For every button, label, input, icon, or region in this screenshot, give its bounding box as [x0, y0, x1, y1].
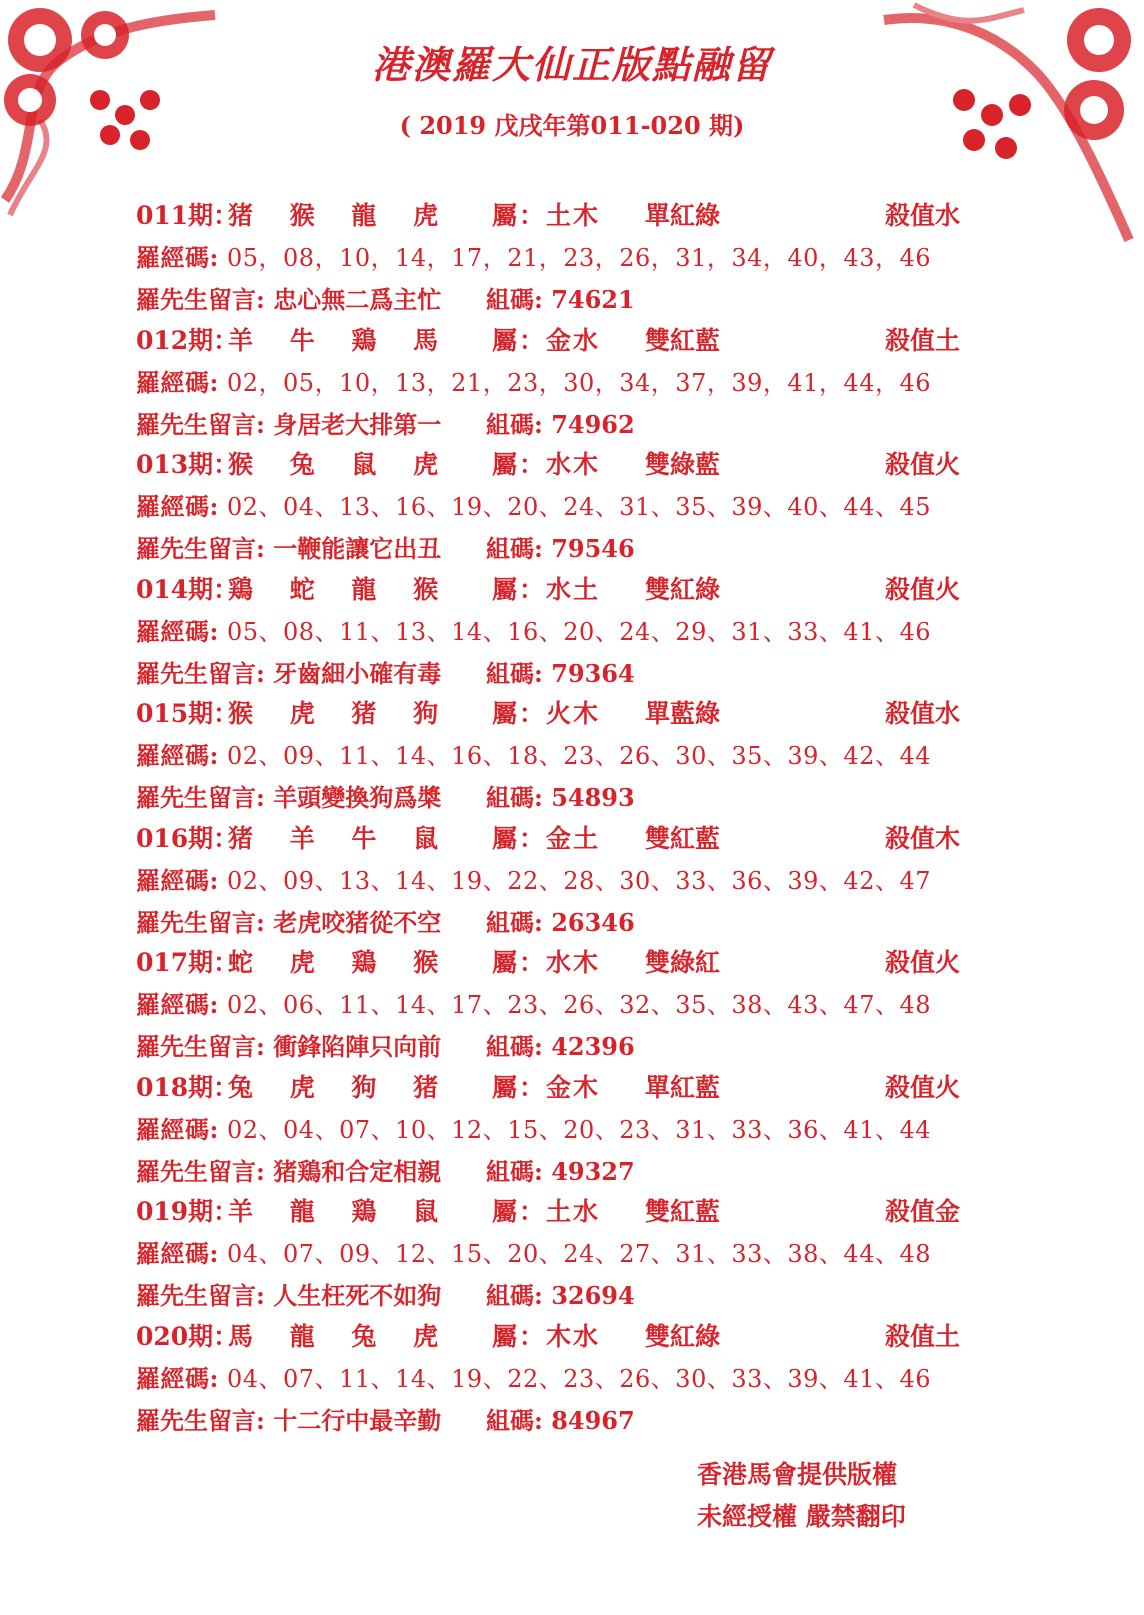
period-label: 018期：	[136, 1072, 239, 1102]
kill-element: 殺值木	[885, 823, 961, 853]
color-wave: 單藍綠	[645, 699, 721, 728]
color-wave: 雙紅綠	[645, 1321, 721, 1351]
numbers-prefix: 羅經碼:	[136, 741, 219, 770]
element-attribute: 屬：土水	[492, 1197, 601, 1226]
number-row	[136, 363, 931, 398]
group-code: 組碼: 74962	[486, 409, 635, 439]
numbers-prefix: 羅經碼:	[136, 616, 219, 646]
kill-element: 殺值土	[885, 325, 961, 355]
kill-element: 殺值火	[885, 574, 961, 604]
number-list: 04、07、11、14、19、22、23、26、30、33、39、41、46	[227, 1364, 932, 1393]
kill-element: 殺值金	[885, 1197, 961, 1226]
group-code: 組碼: 79546	[486, 534, 635, 563]
color-wave: 單紅藍	[645, 1072, 721, 1102]
group-code: 組碼: 42396	[486, 1032, 635, 1061]
zodiac-list: 馬 龍 兔 虎	[228, 1321, 453, 1351]
color-wave: 雙紅藍	[645, 823, 721, 853]
number-row	[136, 1110, 931, 1145]
element-attribute: 屬：水木	[492, 948, 601, 977]
zodiac-list: 羊 龍 鶏 鼠	[228, 1197, 453, 1226]
group-code: 組碼: 26346	[486, 907, 635, 937]
kill-element: 殺值水	[885, 201, 961, 230]
message-row	[136, 405, 635, 440]
element-attribute: 屬：土木	[492, 201, 601, 230]
message-text: 牙齒細小確有毒	[273, 658, 442, 688]
numbers-prefix: 羅經碼:	[136, 1114, 219, 1144]
number-row	[136, 612, 931, 647]
element-attribute: 屬：金木	[492, 1072, 601, 1102]
message-prefix: 羅先生留言:	[136, 285, 265, 314]
zodiac-list: 猪 羊 牛 鼠	[228, 823, 453, 853]
message-prefix: 羅先生留言:	[136, 1032, 265, 1061]
number-list: 05、08、11、13、14、16、20、24、29、31、33、41、46	[227, 617, 932, 646]
group-code: 組碼: 54893	[486, 783, 635, 812]
zodiac-list: 兔 虎 狗 猪	[228, 1072, 453, 1102]
element-attribute: 屬：金水	[492, 325, 601, 355]
message-text: 老虎咬猪從不空	[273, 907, 442, 937]
message-prefix: 羅先生留言:	[136, 1405, 265, 1435]
color-wave: 雙綠藍	[645, 450, 721, 479]
zodiac-list: 猴 兔 鼠 虎	[228, 450, 453, 479]
number-list: 02，05，10，13，21，23，30，34，37，39，41，44，46	[227, 368, 932, 397]
element-attribute: 屬：金土	[492, 823, 601, 853]
numbers-prefix: 羅經碼:	[136, 1363, 219, 1393]
reprint-warning: 未經授權 嚴禁翻印	[697, 1502, 906, 1531]
copyright-footer	[697, 1454, 906, 1538]
element-attribute: 屬：木水	[492, 1321, 601, 1351]
kill-element: 殺值火	[885, 948, 961, 977]
number-row	[136, 1359, 931, 1394]
message-prefix: 羅先生留言:	[136, 783, 265, 812]
numbers-prefix: 羅經碼:	[136, 1239, 219, 1268]
zodiac-list: 鶏 蛇 龍 猴	[228, 574, 453, 604]
message-row	[136, 1027, 635, 1062]
message-row	[136, 778, 635, 813]
group-code: 組碼: 74621	[486, 285, 635, 314]
message-prefix: 羅先生留言:	[136, 409, 265, 439]
message-text: 衝鋒陷陣只向前	[273, 1032, 442, 1061]
message-prefix: 羅先生留言:	[136, 907, 265, 937]
message-text: 人生枉死不如狗	[273, 1281, 442, 1310]
number-list: 02、04、13、16、19、20、24、31、35、39、40、44、45	[227, 493, 932, 521]
period-label: 020期：	[136, 1321, 239, 1351]
group-code: 組碼: 32694	[486, 1281, 635, 1310]
message-prefix: 羅先生留言:	[136, 1156, 265, 1186]
group-code: 組碼: 79364	[486, 658, 635, 688]
period-label: 011期：	[136, 201, 239, 230]
message-row	[136, 280, 635, 315]
message-prefix: 羅先生留言:	[136, 658, 265, 688]
page-title: 港澳羅大仙正版點融留	[371, 42, 772, 87]
message-prefix: 羅先生留言:	[136, 1281, 265, 1310]
kill-element: 殺值土	[885, 1321, 961, 1351]
number-list: 05，08，10，14，17，21，23，26，31，34，40，43，46	[227, 244, 932, 272]
numbers-prefix: 羅經碼:	[136, 367, 219, 397]
group-code: 組碼: 84967	[486, 1405, 635, 1435]
page-subtitle: ( 2019 戊戌年第011-020 期)	[399, 111, 745, 140]
color-wave: 雙紅藍	[645, 325, 721, 355]
zodiac-list: 羊 牛 鶏 馬	[228, 325, 453, 355]
number-row	[136, 736, 931, 771]
message-text: 十二行中最辛勤	[273, 1405, 442, 1435]
number-list: 02、09、13、14、19、22、28、30、33、36、39、42、47	[227, 866, 932, 895]
color-wave: 雙紅藍	[645, 1197, 721, 1226]
number-list: 02、09、11、14、16、18、23、26、30、35、39、42、44	[227, 742, 932, 770]
numbers-prefix: 羅經碼:	[136, 865, 219, 895]
period-label: 015期：	[136, 699, 239, 728]
numbers-prefix: 羅經碼:	[136, 990, 219, 1019]
message-text: 一鞭能讓它出丑	[273, 534, 442, 563]
message-row	[136, 654, 635, 689]
message-row	[136, 529, 635, 564]
color-wave: 單紅綠	[645, 201, 721, 230]
element-attribute: 屬：水木	[492, 450, 601, 479]
number-row	[136, 1234, 931, 1269]
period-label: 013期：	[136, 450, 239, 479]
period-label: 019期：	[136, 1197, 239, 1226]
copyright-line: 香港馬會提供版權	[697, 1460, 898, 1489]
message-row	[136, 1401, 635, 1436]
message-text: 羊頭變換狗爲槳	[273, 783, 442, 812]
kill-element: 殺值水	[885, 699, 961, 728]
message-row	[136, 903, 635, 938]
message-prefix: 羅先生留言:	[136, 534, 265, 563]
number-row	[136, 238, 931, 273]
message-row	[136, 1276, 635, 1311]
period-label: 014期：	[136, 574, 239, 604]
period-label: 016期：	[136, 823, 239, 853]
kill-element: 殺值火	[885, 450, 961, 479]
message-text: 忠心無二爲主忙	[273, 285, 442, 314]
kill-element: 殺值火	[885, 1072, 961, 1102]
period-label: 012期：	[136, 325, 239, 355]
zodiac-list: 猪 猴 龍 虎	[228, 201, 453, 230]
numbers-prefix: 羅經碼:	[136, 243, 219, 272]
zodiac-list: 蛇 虎 鶏 猴	[228, 948, 453, 977]
number-list: 04、07、09、12、15、20、24、27、31、33、38、44、48	[227, 1240, 932, 1268]
element-attribute: 屬：火木	[492, 699, 601, 728]
color-wave: 雙紅綠	[645, 574, 721, 604]
numbers-prefix: 羅經碼:	[136, 492, 219, 521]
group-code: 組碼: 49327	[486, 1156, 635, 1186]
number-row	[136, 487, 931, 522]
message-text: 身居老大排第一	[273, 409, 442, 439]
number-row	[136, 985, 931, 1020]
color-wave: 雙綠紅	[645, 948, 721, 977]
number-row	[136, 861, 931, 896]
message-row	[136, 1152, 635, 1187]
zodiac-list: 猴 虎 猪 狗	[228, 699, 453, 728]
number-list: 02、06、11、14、17、23、26、32、35、38、43、47、48	[227, 991, 932, 1019]
message-text: 猪鶏和合定相親	[273, 1156, 442, 1186]
period-label: 017期：	[136, 948, 239, 977]
element-attribute: 屬：水土	[492, 574, 601, 604]
number-list: 02、04、07、10、12、15、20、23、31、33、36、41、44	[227, 1115, 932, 1144]
